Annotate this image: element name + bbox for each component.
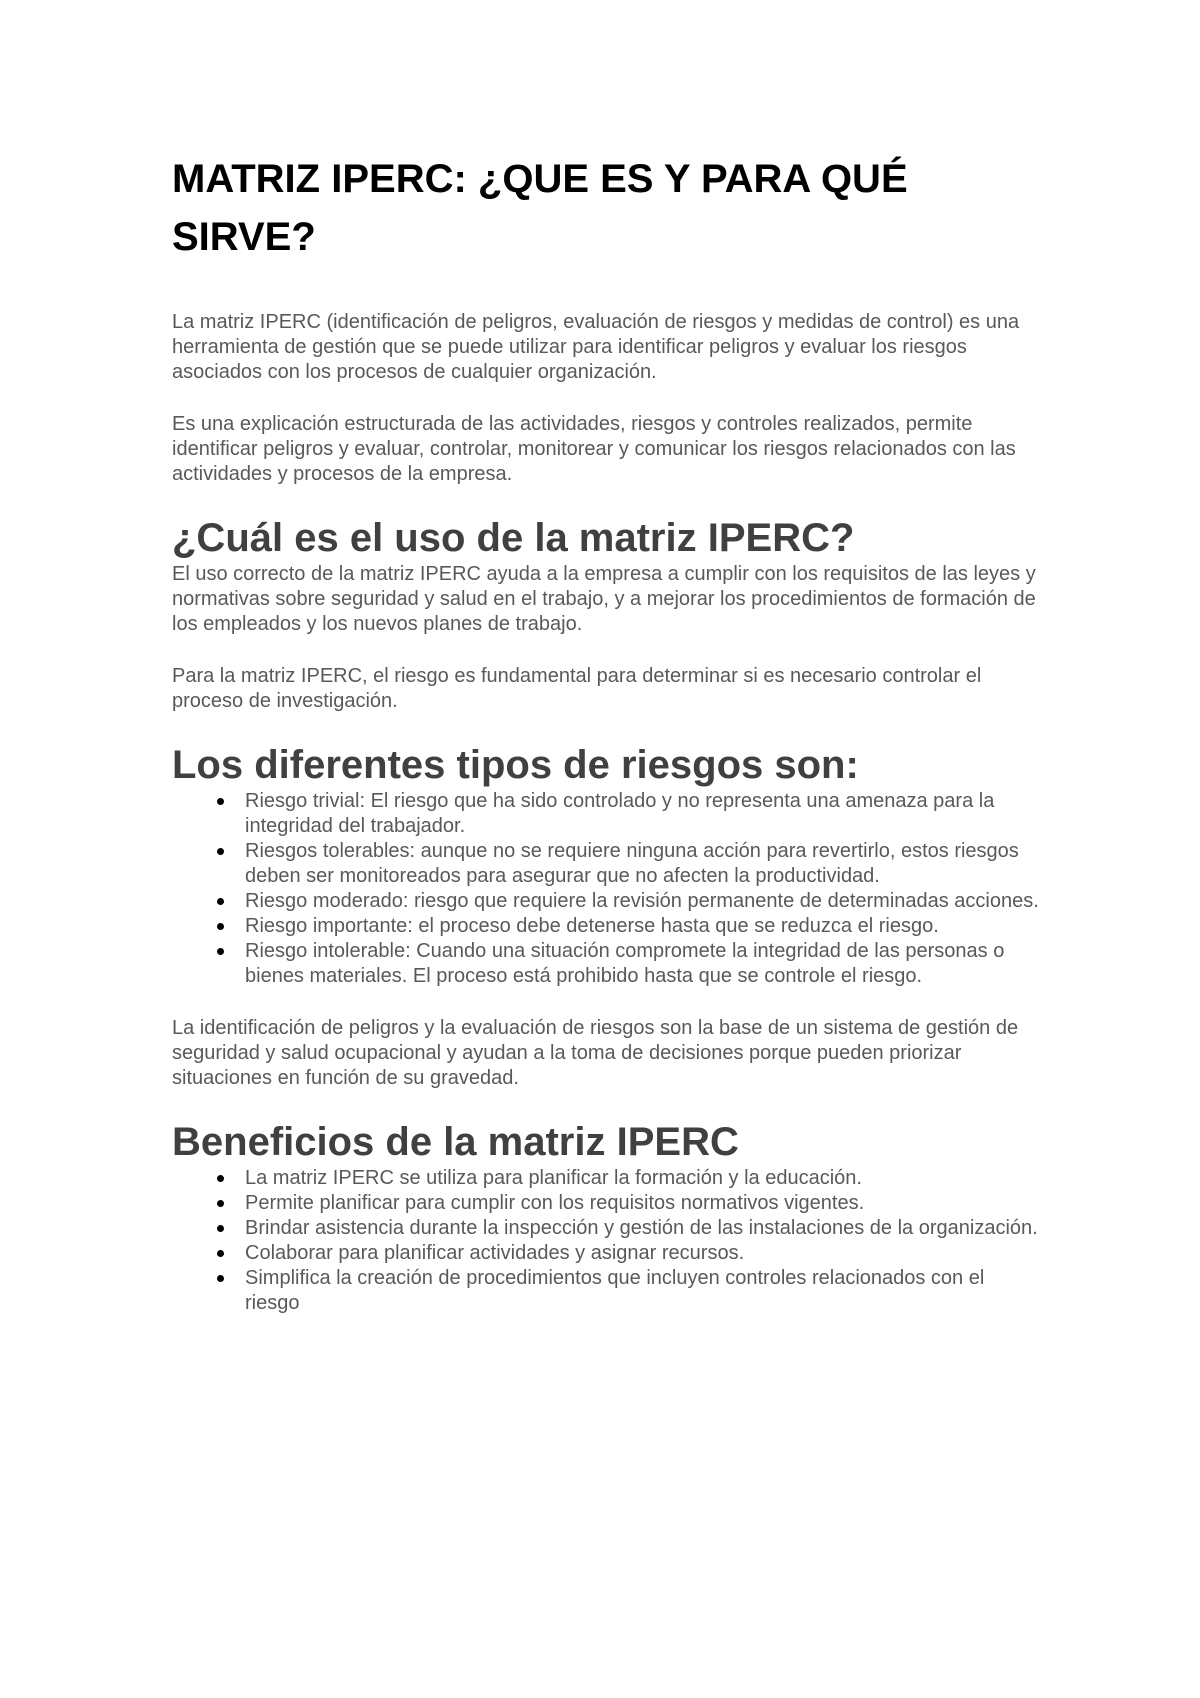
list-item: Riesgo intolerable: Cuando una situación compromete la integridad de las personas o bienes materiales. El proceso está prohibido hasta que se controle el riesgo.: [172, 939, 1042, 989]
benefits-list: [172, 1166, 1042, 1316]
section-heading-uso: ¿Cuál es el uso de la matriz IPERC?: [172, 516, 855, 560]
risk-types-list: [172, 789, 1042, 989]
document-page: [172, 150, 1042, 1343]
uso-paragraph: El uso correcto de la matriz IPERC ayuda a la empresa a cumplir con los requisitos de las leyes y normativas sobre seguridad y salud en el trabajo, y a mejorar los procedimientos de formación de los empleados y los nuevos planes de trabajo.: [172, 563, 1036, 635]
list-item: Permite planificar para cumplir con los requisitos normativos vigentes.: [172, 1191, 1042, 1216]
section-heading-beneficios: Beneficios de la matriz IPERC: [172, 1120, 739, 1164]
list-item: Simplifica la creación de procedimientos que incluyen controles relacionados con el riesgo: [172, 1266, 1042, 1316]
list-item: Riesgo importante: el proceso debe detenerse hasta que se reduzca el riesgo.: [172, 914, 1042, 939]
uso-paragraph: Para la matriz IPERC, el riesgo es fundamental para determinar si es necesario controlar el proceso de investigación.: [172, 665, 982, 712]
list-item: Colaborar para planificar actividades y asignar recursos.: [172, 1241, 1042, 1266]
tipos-closing-paragraph: La identificación de peligros y la evaluación de riesgos son la base de un sistema de gestión de seguridad y salud ocupacional y ayudan a la toma de decisiones porque pueden priorizar situaciones en función de su gravedad.: [172, 1017, 1019, 1089]
list-item: Riesgo trivial: El riesgo que ha sido controlado y no representa una amenaza para la integridad del trabajador.: [172, 789, 1042, 839]
list-item: La matriz IPERC se utiliza para planificar la formación y la educación.: [172, 1166, 1042, 1191]
section-heading-tipos: Los diferentes tipos de riesgos son:: [172, 743, 859, 787]
intro-paragraph: Es una explicación estructurada de las actividades, riesgos y controles realizados, permite identificar peligros y evaluar, controlar, monitorear y comunicar los riesgos relacionados con las actividades y procesos de la empresa.: [172, 413, 1016, 485]
list-item: Brindar asistencia durante la inspección y gestión de las instalaciones de la organización.: [172, 1216, 1042, 1241]
list-item: Riesgo moderado: riesgo que requiere la revisión permanente de determinadas acciones.: [172, 889, 1042, 914]
list-item: Riesgos tolerables: aunque no se requiere ninguna acción para revertirlo, estos riesgos deben ser monitoreados para asegurar que no afecten la productividad.: [172, 839, 1042, 889]
document-title: MATRIZ IPERC: ¿QUE ES Y PARA QUÉ SIRVE?: [172, 157, 908, 259]
intro-paragraph: La matriz IPERC (identificación de peligros, evaluación de riesgos y medidas de control) es una herramienta de gestión que se puede utilizar para identificar peligros y evaluar los riesgos asociados con los procesos de cualquier organización.: [172, 311, 1020, 383]
